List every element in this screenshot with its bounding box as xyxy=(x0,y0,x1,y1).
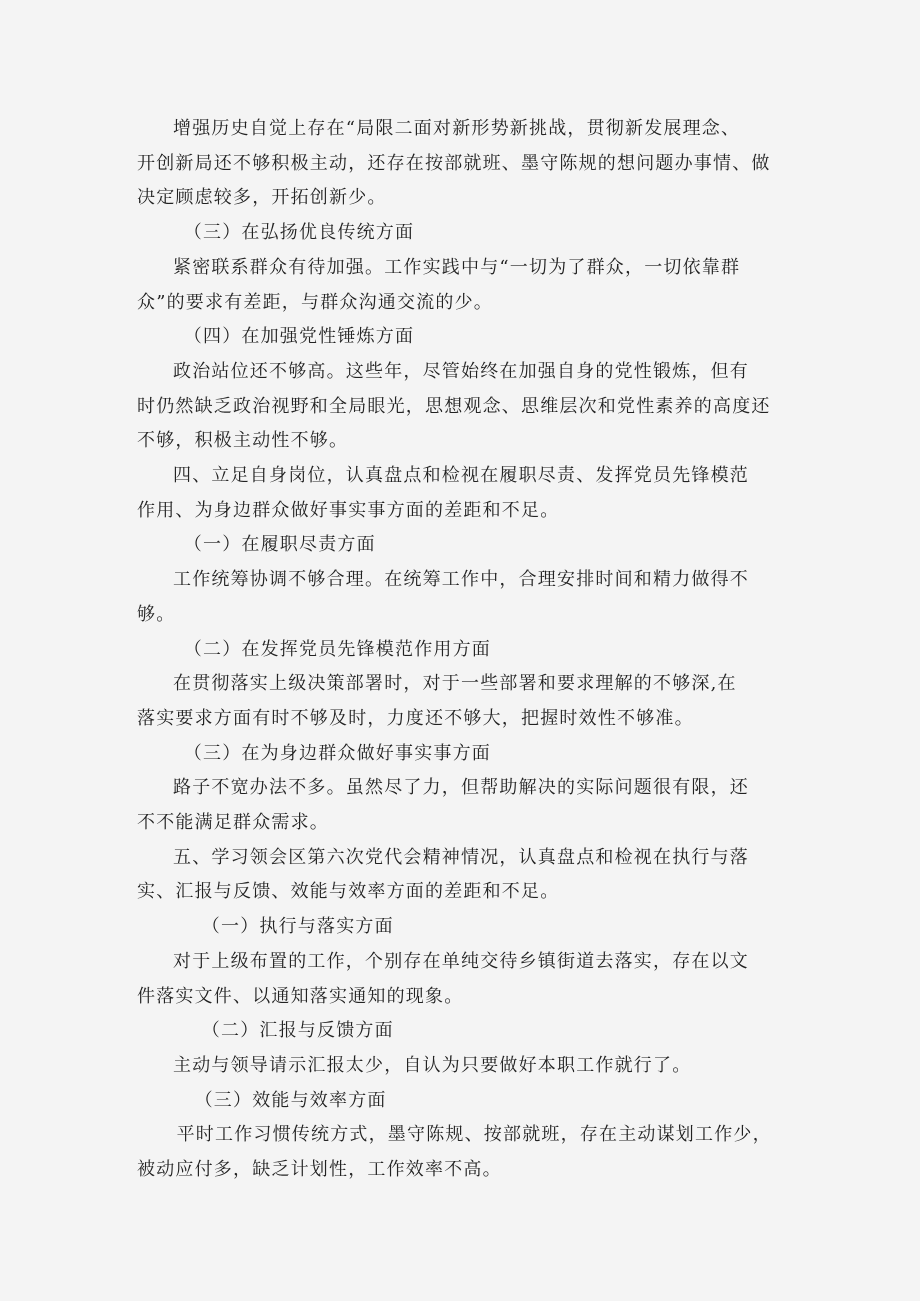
text-line: 决定顾虑较多，开拓创新少。 xyxy=(137,187,387,209)
paragraph-implementation xyxy=(137,667,797,736)
text-line: 被动应付多，缺乏计划性，工作效率不高。 xyxy=(137,1159,502,1181)
text-line: 路子不宽办法不多。虽然尽了力，但帮助解决的实际问题很有限，还 xyxy=(173,777,749,799)
section-heading: （一）在履职尽责方面 xyxy=(183,534,376,556)
text-line: 工作统筹协调不够合理。在统筹工作中，合理安排时间和精力做得不 xyxy=(173,569,749,591)
text-line: 主动与领导请示汇报太少，自认为只要做好本职工作就行了。 xyxy=(173,1054,692,1076)
text-line: 对于上级布置的工作，个别存在单纯交待乡镇街道去落实，存在以文 xyxy=(173,950,749,972)
text-line: 紧密联系群众有待加强。工作实践中与“一切为了群众，一切依靠群 xyxy=(173,256,741,278)
text-line: 五、学习领会区第六次党代会精神情况，认真盘点和检视在执行与落 xyxy=(173,846,749,868)
text-line: 增强历史自觉上存在“局限二面对新形势新挑战，贯彻新发展理念、 xyxy=(173,118,741,139)
section-heading: （三）在弘扬优良传统方面 xyxy=(183,222,415,244)
paragraph-efficiency xyxy=(137,1118,797,1187)
section-heading: （一）执行与落实方面 xyxy=(201,916,394,938)
paragraph-mass-contact xyxy=(137,251,797,320)
paragraph-execution xyxy=(137,945,797,1014)
section-heading: （二）汇报与反馈方面 xyxy=(201,1020,394,1042)
section-heading: （四）在加强党性锤炼方面 xyxy=(183,326,415,348)
paragraph-coordination xyxy=(137,563,797,632)
paragraph-historical-awareness xyxy=(137,112,797,216)
paragraph-political-stance xyxy=(137,355,797,459)
paragraph-section-five xyxy=(137,841,797,910)
text-line: 四、立足自身岗位，认真盘点和检视在履职尽责、发挥党员先锋模范 xyxy=(173,465,749,487)
section-heading: （三）效能与效率方面 xyxy=(194,1089,387,1111)
paragraph-section-four xyxy=(137,459,797,528)
paragraph-reporting xyxy=(137,1049,797,1084)
text-line: 政治站位还不够高。这些年，尽管始终在加强自身的党性锻炼，但有 xyxy=(173,360,749,382)
text-line: 不不能满足群众需求。 xyxy=(137,812,329,834)
text-line: 不够，积极主动性不够。 xyxy=(137,430,349,452)
text-line: 作用、为身边群众做好事实事方面的差距和不足。 xyxy=(137,499,560,521)
text-line: 时仍然缺乏政治视野和全局眼光，思想观念、思维层次和党性素养的高度还 xyxy=(137,395,771,417)
text-line: 众”的要求有差距，与群众沟通交流的少。 xyxy=(137,291,494,313)
text-line: 落实要求方面有时不够及时，力度还不够大，把握时效性不够准。 xyxy=(137,707,694,729)
section-heading: （二）在发挥党员先锋模范作用方面 xyxy=(183,638,491,660)
text-line: 够。 xyxy=(137,603,176,625)
section-heading: （三）在为身边群众做好事实事方面 xyxy=(183,742,491,764)
text-line: 件落实文件、以通知落实通知的现象。 xyxy=(137,985,464,1007)
document-body xyxy=(137,112,797,1188)
text-line: 开创新局还不够积极主动，还存在按部就班、墨守陈规的想问题办事情、做 xyxy=(137,152,771,174)
text-line: 实、汇报与反馈、效能与效率方面的差距和不足。 xyxy=(137,881,560,903)
paragraph-methods xyxy=(137,771,797,840)
text-line: 在贯彻落实上级决策部署时，对于一些部署和要求理解的不够深,在 xyxy=(173,673,737,695)
text-line: 平时工作习惯传统方式，墨守陈规、按部就班，存在主动谋划工作少， xyxy=(176,1124,772,1146)
